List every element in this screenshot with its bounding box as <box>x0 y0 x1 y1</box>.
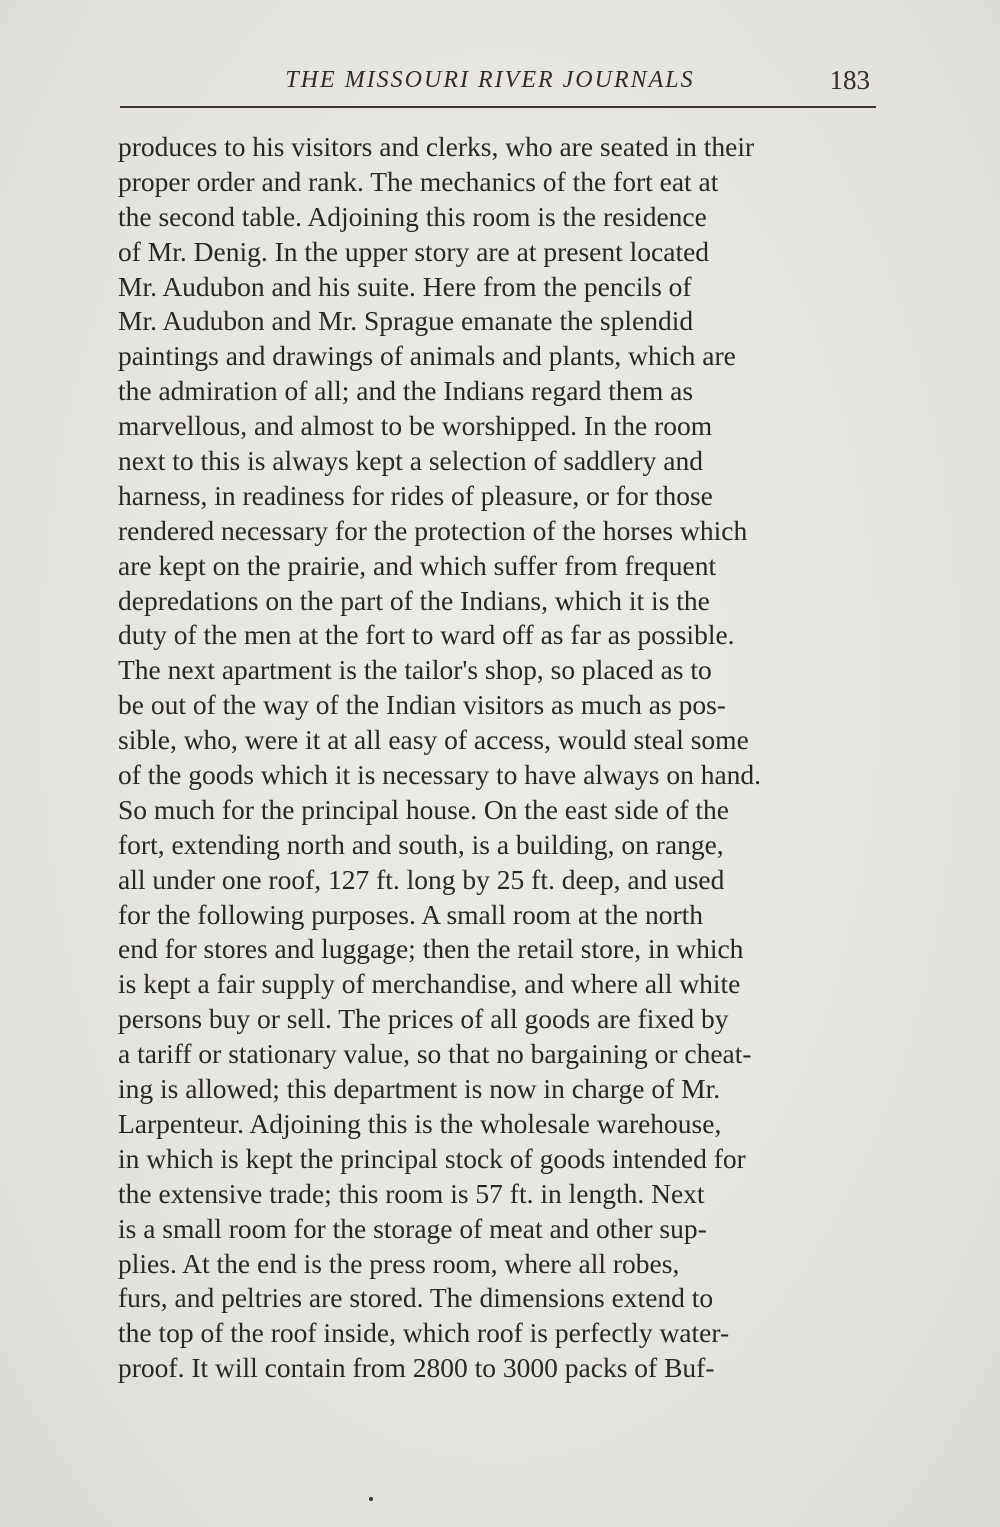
text-line: plies. At the end is the press room, where all robes, <box>118 1247 680 1279</box>
text-line: of the goods which it is necessary to have always on hand. <box>118 759 762 791</box>
text-line: Mr. Audubon and Mr. Sprague emanate the splendid <box>118 305 694 337</box>
text-line: paintings and drawings of animals and plants, which are <box>118 340 736 372</box>
header-rule <box>120 106 876 108</box>
page-number: 183 <box>829 65 870 95</box>
text-line: is kept a fair supply of merchandise, and where all white <box>118 968 741 1000</box>
text-line: produces to his visitors and clerks, who are seated in their <box>118 131 755 162</box>
text-line: harness, in readiness for rides of pleasure, or for those <box>118 479 713 511</box>
text-line: The next apartment is the tailor's shop, so placed as to <box>118 654 712 686</box>
text-line: marvellous, and almost to be worshipped. In the room <box>118 410 713 442</box>
text-line: the second table. Adjoining this room is the residence <box>118 200 707 232</box>
text-line: all under one roof, 127 ft. long by 25 ft. deep, and used <box>118 863 725 895</box>
text-line: a tariff or stationary value, so that no bargaining or cheat- <box>118 1038 752 1070</box>
text-line: fort, extending north and south, is a building, on range, <box>118 828 724 860</box>
text-line: Mr. Audubon and his suite. Here from the pencils of <box>118 270 692 302</box>
text-line: So much for the principal house. On the east side of the <box>118 793 729 825</box>
text-line: the extensive trade; this room is 57 ft. in length. Next <box>118 1177 705 1209</box>
text-line: of Mr. Denig. In the upper story are at present located <box>118 235 710 267</box>
text-line: proper order and rank. The mechanics of the fort eat at <box>118 165 719 197</box>
body-text <box>118 130 870 1386</box>
text-line: persons buy or sell. The prices of all goods are fixed by <box>118 1003 729 1035</box>
text-line: depredations on the part of the Indians, which it is the <box>118 584 710 616</box>
running-head <box>120 62 870 98</box>
text-line: Larpenteur. Adjoining this is the wholesale warehouse, <box>118 1107 722 1139</box>
text-line: for the following purposes. A small room at the north <box>118 898 704 930</box>
text-line: next to this is always kept a selection of saddlery and <box>118 445 703 477</box>
running-title: THE MISSOURI RIVER JOURNALS <box>285 67 695 93</box>
text-line: is a small room for the storage of meat and other sup- <box>118 1212 707 1244</box>
text-line: rendered necessary for the protection of the horses which <box>118 514 748 546</box>
text-line: are kept on the prairie, and which suffer from frequent <box>118 549 717 581</box>
text-line: the top of the roof inside, which roof is perfectly water- <box>118 1317 730 1349</box>
text-line: be out of the way of the Indian visitors as much as pos- <box>118 689 726 721</box>
text-line: furs, and peltries are stored. The dimensions extend to <box>118 1282 714 1314</box>
text-line: in which is kept the principal stock of goods intended for <box>118 1142 746 1174</box>
text-line: sible, who, were it at all easy of access, would steal some <box>118 724 749 756</box>
text-line: the admiration of all; and the Indians regard them as <box>118 375 694 407</box>
ink-speck <box>369 1497 373 1501</box>
text-line: end for stores and luggage; then the retail store, in which <box>118 933 744 965</box>
text-line: ing is allowed; this department is now in charge of Mr. <box>118 1073 721 1105</box>
text-line: duty of the men at the fort to ward off as far as possible. <box>118 619 735 651</box>
text-line: proof. It will contain from 2800 to 3000 packs of Buf- <box>118 1352 715 1384</box>
